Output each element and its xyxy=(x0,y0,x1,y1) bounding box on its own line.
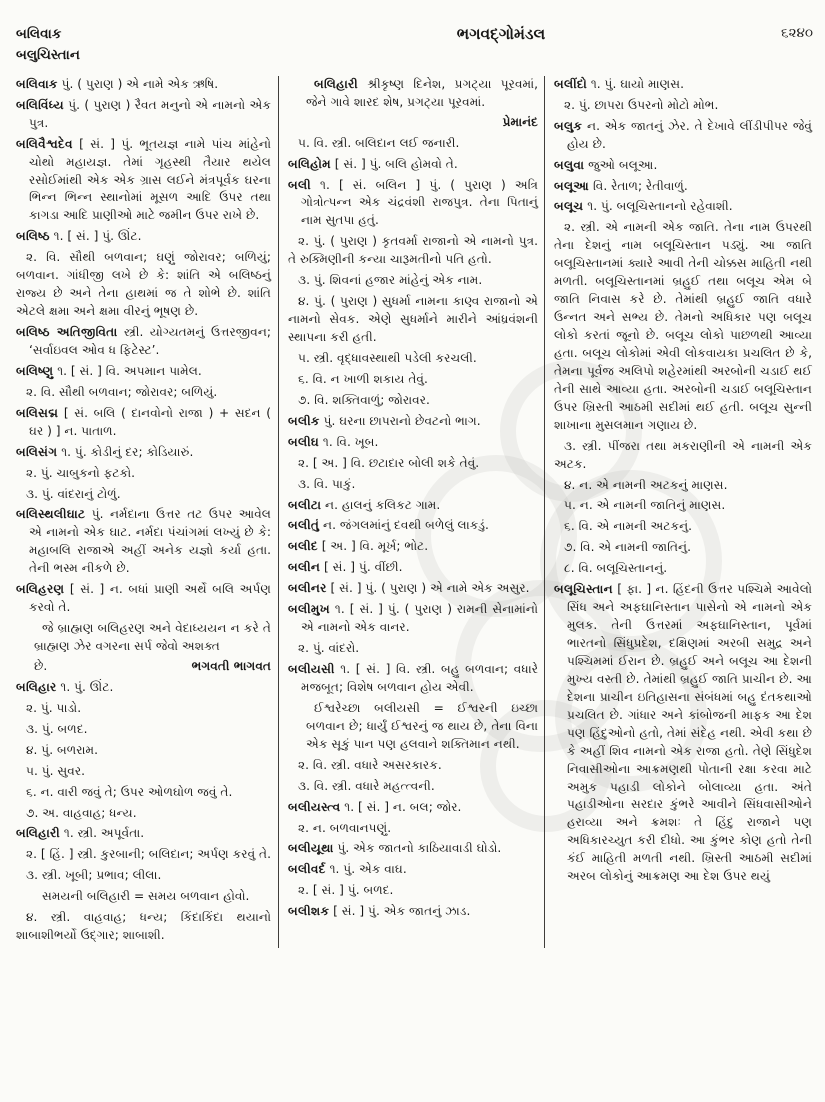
entry: બલીમુખ ૧. [ સં. ] પું. ( પુરાણ ) રામની સેનામાંનો એ નામનો એક વાનર. xyxy=(288,602,539,635)
guide-word-top: બલિવાક xyxy=(16,26,62,42)
quote-line: સમયની બલિહારી = સમય બળવાન હોવો. xyxy=(42,889,250,904)
headword: બલીવર્દ xyxy=(288,862,326,877)
headword: બલિહારી xyxy=(314,76,358,91)
entry: બલુવા જુઓ બલૂઆ. xyxy=(554,157,658,172)
headword: બલુવા xyxy=(554,157,585,172)
headword: બલીદ xyxy=(288,539,318,554)
entry: બલિસ્થલીઘાટ પું. નર્મદાના ઉત્તર તટ ઉપર આવેલ એ નામનો એક ઘાટ. નર્મદા પંચાંગમાં લખ્યું છે કે: મહાબલિ રાજાએ અહીં અનેક યજ્ઞો કર્યા હતા. તેની ભસ્મ નીકળે છે. xyxy=(16,507,272,576)
sense-line: ૨. પું. પાડો. xyxy=(26,700,82,715)
quote-line: જે બ્રાહ્મણ બલિહરણ અને વેદાધ્યયન ન કરે તે બ્રાહ્મણ ઝેર વગરના સર્પ જેવો અશક્ત xyxy=(34,621,271,654)
headword: બલીયસ્ત્વ xyxy=(288,799,341,814)
column-1 xyxy=(16,76,278,948)
sense-line: ૭. વિ. એ નામની જાતિનું. xyxy=(564,540,692,555)
entry: બલીનર [ સં. ] પું. ( પુરાણ ) એ નામે એક અસુર. xyxy=(288,581,530,596)
headword: બલિસદ્મ xyxy=(16,405,59,420)
attribution-source: પ્રેમાનંદ xyxy=(502,114,538,129)
entry: બલીટા ન. હાલનું કલિકટ ગામ. xyxy=(288,497,441,512)
entry: બલિષ્ઠ અતિજીવિતા સ્ત્રી. યોગ્યતમનું ઉત્તરજીવન; ‘સર્વાઇવલ ઓવ ધ ફિટેસ્ટ’. xyxy=(16,325,272,357)
sense-line: ૨. [ સં. ] પું. બળદ. xyxy=(298,883,394,898)
attribution-line xyxy=(16,658,271,676)
sense-line: ૨. પું. છાપરા ઉપરનો મોટો મોભ. xyxy=(564,97,719,112)
entry: બલિહરણ [ સં. ] ન. બધાં પ્રાણી અર્થે બલિ અર્પણ કરવો તે. xyxy=(16,582,272,615)
sense-line: ૩. પું. બળદ. xyxy=(26,721,88,736)
entry: બલી ૧. [ સં. બલિન ] પું. ( પુરાણ ) અત્રિ ગોત્રોત્પન્ન એક ચંદ્રવંશી રાજપુત્ર. તેના પિતાનું નામ સુતપા હતું. xyxy=(288,177,539,228)
sense-line: ૨. પું. ચાબુકનો ફટકો. xyxy=(26,465,136,480)
entry: બલીવર્દ ૧. પું. એક વાઘ. xyxy=(288,862,407,877)
sense-line: ૪. ન. એ નામની અટકનું માણસ. xyxy=(564,477,728,492)
guide-word-bottom: બલુચિસ્તાન xyxy=(16,46,80,63)
sense-line: ૩. વિ. સ્ત્રી. વધારે મહત્ત્વની. xyxy=(298,778,435,793)
sense-line: ૨. વિ. સૌથી બળવાન; ઘણું જોરાવર; બળિયું; બળવાન. ગાંધીજી લખે છે કે: શાંતિ એ બલિષ્ઠનું રાજ્ય છે અને તેના હાથમાં જ તે શોભે છે. શાંતિ એટલે ક્ષમા અને ક્ષમા વીરનું ભૂષણ છે. xyxy=(16,250,271,319)
headword: બલીક xyxy=(288,413,320,428)
entry: બલિવૈશ્વદેવ [ સં. ] પું. ભૂતયજ્ઞ નામે પાંચ માંહેનો ચોથો મહાયજ્ઞ. તેમાં ગૃહસ્થી તૈયાર થયેલ રસોઈમાંથી એક એક ગ્રાસ લઈને મંત્રપૂર્વક ઘરના ભિન્ન ભિન્ન સ્થાનોમાં મૂસળ આદિ ઉપર તથા કાગડા આદિ પ્રાણીઓ માટે જમીન ઉપર રાખે છે. xyxy=(16,136,271,223)
entry: બલિહાર ૧. પું. ઊંટ. xyxy=(16,679,114,694)
headword: બલીશક xyxy=(288,904,330,919)
sense-line: ૩. સ્ત્રી. ખૂબી; પ્રભાવ; લીલા. xyxy=(26,868,162,883)
headword: બલિહાર xyxy=(16,679,57,694)
headword: બલૂઆ xyxy=(554,178,590,193)
entry: બલૂચિસ્તાન [ ફા. ] ન. હિંદની ઉત્તર પશ્ચિમે આવેલો સિંધ અને અફઘાનિસ્તાન પાસેનો એ નામનો એક મુલક. તેની ઉત્તરમાં અફઘાનિસ્તાન, પૂર્વમાં ભારતનો સિંધુપ્રદેશ, દક્ષિણમાં અરબી સમુદ્ર અને પશ્ચિમમાં ઈરાન છે. બ્રહુઈ અને બલૂચ આ દેશની મુખ્ય વસ્તી છે. તેમાંથી બ્રહુઈ જાતિ પ્રાચીન છે. આ દેશના પ્રાચીન ઇતિહાસના સંબંધમાં બહુ દંતકથાઓ પ્રચલિત છે. ગાંધાર અને કાંબોજની માફક આ દેશ પણ હિંદુઓનો હતો, તેમાં સંદેહ નથી. એવી કથા છે કે અહીં શિવ નામનો એક રાજા હતો. તેણે સિંધુદેશ નિવાસીઓના આક્રમણથી પોતાની રક્ષા કરવા માટે અમુક પહાડી લોકોને બોલાવ્યા હતા. અંતે પહાડીઓના સરદાર કુંભરે આવીને સિંધવાસીઓને હરાવ્યા અને ક્રમશઃ તે હિંદુ રાજાને પણ અધિકારચ્યુત કરી દીધો. આ કુંભર કોણ હતો તેની કંઈ માહિતી મળતી નથી. ખ્રિસ્તી આઠમી સદીમાં અરબ લોકોનું આક્રમણ આ દેશ ઉપર થયું xyxy=(554,582,813,884)
entry: બલૂઆ વિ. રેતાળ; રેતીવાળું. xyxy=(554,178,688,193)
entry: બલુક ન. એક જાતનું ઝેર. તે દેખાવે લીંડીપીપર જેવું હોય છે. xyxy=(554,118,812,151)
quote-line: બલિહારી શ્રીકૃષ્ણ દિનેશ, પ્રગટ્યા પૂરવમાં, જેને ગાવે શારદ શેષ, પ્રગટ્યા પૂરવમાં. xyxy=(306,76,539,109)
headword: બલિસ્થલીઘાટ xyxy=(16,507,86,522)
sense-line: ૩. સ્ત્રી. પીંજરા તથા મકરાણીની એ નામની એક અટક. xyxy=(554,438,812,471)
sense-line: ૫. વિ. સ્ત્રી. બલિદાન લઈ જનારી. xyxy=(298,135,460,150)
attribution-line xyxy=(288,114,538,132)
entry: બલીયસ્ત્વ ૧. [ સં. ] ન. બલ; જોર. xyxy=(288,799,462,814)
entry: બલિવિંધ્ય પું. ( પુરાણ ) રૈવત મનુનો એ નામનો એક પુત્ર. xyxy=(16,97,271,130)
entry: બલિહારી ૧. સ્ત્રી. અપૂર્વતા. xyxy=(16,826,145,841)
sense-line: ૬. ન. વારી જવું તે; ઉપર ઓળઘોળ જવું તે. xyxy=(26,784,233,799)
entry: બલીઘ ૧. વિ. ખૂબ. xyxy=(288,434,379,449)
headword: બલીટા xyxy=(288,497,322,512)
entry: બલિસંગ ૧. પું. કોડીનું દર; કોડિયારું. xyxy=(16,444,194,459)
headword: બલિસંગ xyxy=(16,444,58,459)
sense-line: ૩. પું. વાંદરાનું ટોળું. xyxy=(26,486,121,501)
guide-words xyxy=(16,24,284,66)
headword: બલીંદો xyxy=(554,76,587,91)
headword: બલીન xyxy=(288,560,321,575)
headword: બલૂચ xyxy=(554,199,584,214)
column-2 xyxy=(278,76,544,948)
headword: બલીમુખ xyxy=(288,602,330,617)
sense-line: ૫. પું. સુવર. xyxy=(26,763,86,778)
headword: બલિવૈશ્વદેવ xyxy=(16,136,73,151)
headword: બલૂચિસ્તાન xyxy=(554,582,613,597)
sense-line: ૬. વિ. ન ખાળી શકાય તેવું. xyxy=(298,371,428,386)
entry: બલીક પું. ઘરના છાપરાનો છેવટનો ભાગ. xyxy=(288,413,481,428)
sense-line: ૨. સ્ત્રી. એ નામની એક જાતિ. તેના નામ ઉપરથી તેના દેશનું નામ બલૂચિસ્તાન પડ્યું. આ જાતિ બલૂચિસ્તાનમાં ક્યારે આવી તેની ચોક્કસ માહિતી નથી મળતી. બલૂચિસ્તાનમાં બ્રહુઈ તથા બલૂચ એમ બે જાતિ નિવાસ કરે છે. તેમાંથી બ્રહુઈ જાતિ વધારે ઉન્નત અને સભ્ય છે. તેમનો અધિકાર પણ બલૂચ લોકો કરતાં જૂનો છે. બલૂચ લોકો પાછળથી આવ્યા હતા. બલૂચ લોકોમાં એવી લોકવાયકા પ્રચલિત છે કે, તેમના પૂર્વજ અલિપો શહેરમાંથી અરબોની ચડાઈ થઈ તેની સાથે આવ્યા હતા. અરબોની ચડાઈ બલૂચિસ્તાન ઉપર ખ્રિસ્તી આઠમી સદીમાં થઈ હતી. બલૂચ સુન્ની શાખાના મુસલમાન ગણાય છે. xyxy=(554,220,812,432)
sense-line: ૩. પું. શિવનાં હજાર માંહેનું એક નામ. xyxy=(298,273,483,288)
headword: બલીતું xyxy=(288,518,320,533)
headword: બલીઘ xyxy=(288,434,320,449)
sense-line: ૪. સ્ત્રી. વાહવાહ; ધન્ય; કિંદાકિંદા થયાનો શાબાશીભર્યો ઉદ્ગાર; શાબાશી. xyxy=(16,910,271,943)
sense-line: ૨. વિ. સ્ત્રી. વધારે અસરકારક. xyxy=(298,757,442,772)
sense-line: ૪. પું. ( પુરાણ ) સુધર્મા નામના કાણ્વ રાજાનો એ નામનો સેવક. એણે સુધર્માને મારીને આંધ્રવંશની સ્થાપના કરી હતી. xyxy=(288,294,538,345)
quote-line: ઈશ્વરેચ્છા બલીયસી = ઈશ્વરની ઇચ્છા બળવાન છે; ધાર્યું ઈશ્વરનું જ થાય છે, તેના વિના એક સૂકું પાન પણ હલવાને શક્તિમાન નથી. xyxy=(306,700,538,751)
entry: બલીદ [ અ. ] વિ. મૂર્ખ; ભોટ. xyxy=(288,539,429,554)
sense-line: ૭. અ. વાહવાહ; ધન્ય. xyxy=(26,805,137,820)
headword: બલી xyxy=(288,177,311,192)
page-number: ૬૨૪૦ xyxy=(781,25,813,41)
sense-line: ૫. સ્ત્રી. વૃદ્ધાવસ્થાથી પડેલી કરચલી. xyxy=(298,350,477,365)
column-3 xyxy=(544,76,812,948)
entry: બલિહોમ [ સં. ] પું. બલિ હોમવો તે. xyxy=(288,156,458,171)
entry: બલિષ્ણુ ૧. [ સં. ] વિ. અપમાન પામેલ. xyxy=(16,363,202,378)
headword: બલિહોમ xyxy=(288,156,331,171)
headword: બલીયૂથા xyxy=(288,841,334,856)
entry: બલિવાક પું. ( પુરાણ ) એ નામે એક ઋષિ. xyxy=(16,76,219,91)
sense-line: ૨. [ હિં. ] સ્ત્રી. કુરબાની; બલિદાન; અર્પણ કરવું તે. xyxy=(26,847,271,862)
text-columns xyxy=(16,76,813,948)
sense-line: ૪. પું. બળરામ. xyxy=(26,742,99,757)
entry: બલીન [ સં. ] પું. વીંછી. xyxy=(288,560,403,575)
headword: બલિષ્ણુ xyxy=(16,363,54,378)
attribution-source: ભગવતી ભાગવત xyxy=(191,658,271,673)
sense-line: ૭. વિ. શક્તિવાળું; જોરાવર. xyxy=(298,392,430,407)
quote-tail: છે. xyxy=(34,658,48,673)
page-header xyxy=(16,24,813,66)
sense-line: ૨. વિ. સૌથી બળવાન; જોરાવર; બળિયું. xyxy=(26,384,218,399)
headword: બલિવાક xyxy=(16,76,58,91)
sense-line: ૨. પું. વાંદરો. xyxy=(298,641,360,656)
headword: બલિષ્ઠ xyxy=(16,229,50,244)
entry: બલીશક [ સં. ] પું. એક જાતનું ઝાડ. xyxy=(288,904,471,919)
headword: બલિહારી xyxy=(16,826,60,841)
sense-line: ૨. ન. બળવાનપણું. xyxy=(298,820,392,835)
headword: બલીનર xyxy=(288,581,327,596)
headword: બલિષ્ઠ અતિજીવિતા xyxy=(16,325,118,340)
sense-line: ૩. વિ. પાકું. xyxy=(298,476,356,491)
headword: બલુક xyxy=(554,118,583,133)
sense-line: ૬. વિ. એ નામની અટકનું. xyxy=(564,519,693,534)
entry: બલીયૂથા પું. એક જાતનો કાઠિયાવાડી ઘોડો. xyxy=(288,841,502,856)
sense-line: ૫. ન. એ નામની જાતિનું માણસ. xyxy=(564,498,726,513)
headword: બલિવિંધ્ય xyxy=(16,97,64,112)
entry: બલૂચ ૧. પું. બલૂચિસ્તાનનો રહેવાશી. xyxy=(554,199,733,214)
headword: બલીયસી xyxy=(288,662,335,677)
headword: બલિહરણ xyxy=(16,582,65,597)
sense-line: ૮. વિ. બલૂચિસ્તાનનું. xyxy=(564,561,668,576)
entry: બલીયસી ૧. [ સં. ] વિ. સ્ત્રી. બહુ બળવાન; વધારે મજબૂત; વિશેષ બળવાન હોય એવી. xyxy=(288,662,538,694)
entry: બલિષ્ઠ ૧. [ સં. ] પું. ઊંટ. xyxy=(16,229,142,244)
sense-line: ૨. [ અ. ] વિ. છટાદાર બોલી શકે તેવું. xyxy=(298,455,480,470)
entry: બલીંદો ૧. પું. ઘાયો માણસ. xyxy=(554,76,685,91)
page-title: ભગવદ્ગોમંડલ xyxy=(456,25,546,43)
entry: બલિસદ્મ [ સં. બલિ ( દાનવોનો રાજા ) + સદન ( ઘર ) ] ન. પાતાળ. xyxy=(16,405,272,438)
entry: બલીતું ન. જંગલમાંનું દવથી બળેલું લાકડું. xyxy=(288,518,489,533)
sense-line: ૨. પું. ( પુરાણ ) કૃતવર્મા રાજાનો એ નામનો પુત્ર. તે રુક્મિણીની કન્યા ચારૂમતીનો પતિ હતો. xyxy=(288,234,538,267)
